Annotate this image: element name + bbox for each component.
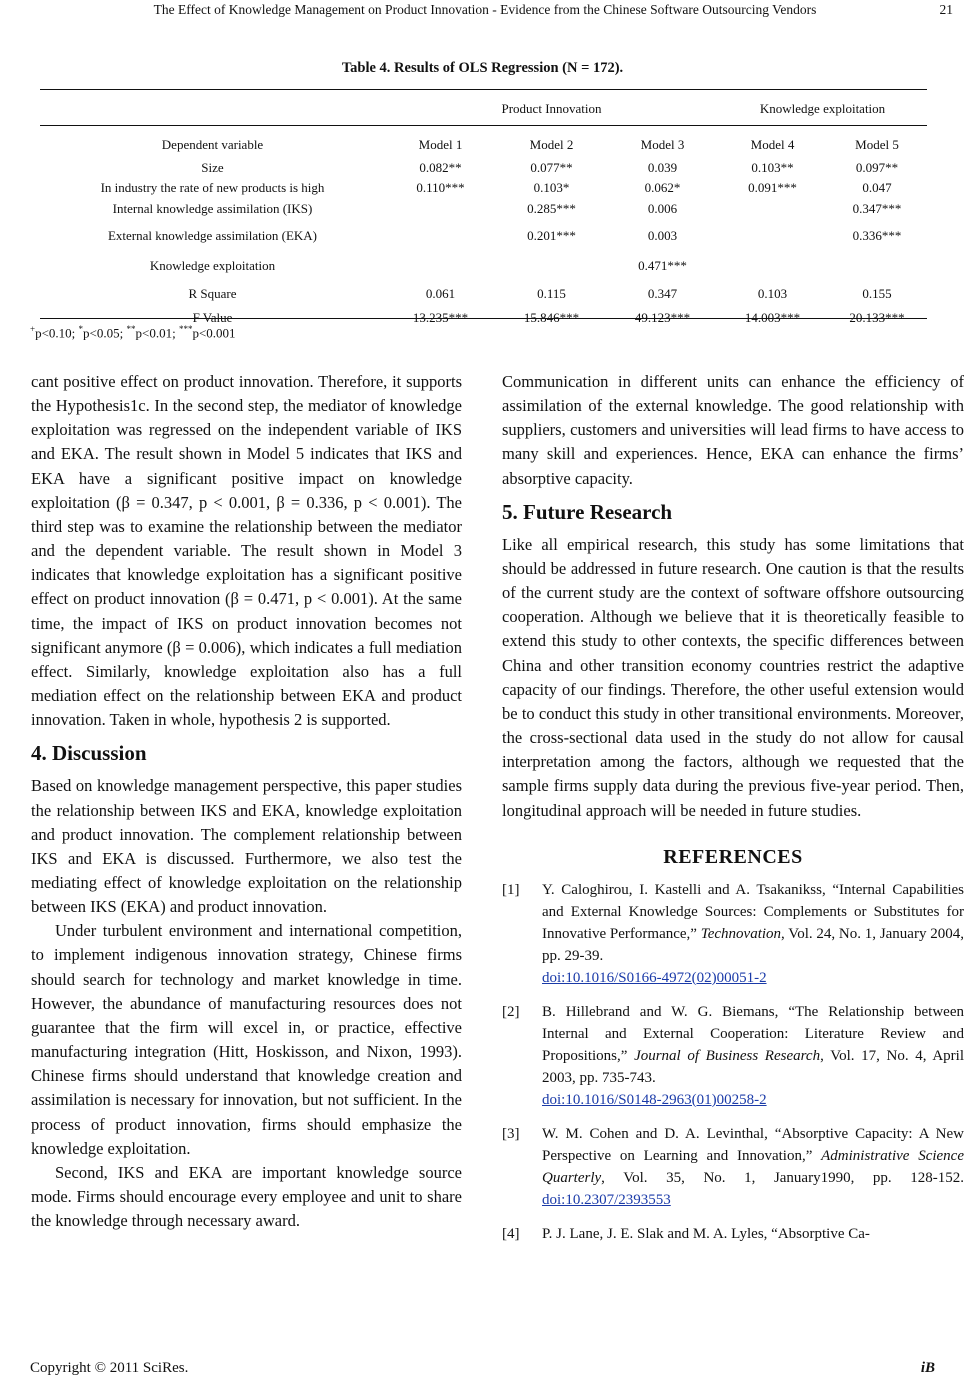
table-header-cell: Model 4 <box>750 136 795 152</box>
table-cell <box>827 252 927 280</box>
table-cell: F Value <box>192 310 233 325</box>
table-cell: 0.047 <box>862 180 892 195</box>
table-cell: 13.235*** <box>412 310 469 325</box>
page-footer <box>30 1360 935 1377</box>
doi-link[interactable]: doi:10.1016/S0148-2963(01)00258-2 <box>542 1091 767 1108</box>
table-row <box>40 220 927 252</box>
table-cell: Knowledge exploitation <box>149 258 276 273</box>
table-cell: 0.285*** <box>527 201 576 216</box>
table-cell: 0.062* <box>644 180 681 195</box>
table-header-cell: Model 5 <box>855 136 899 152</box>
paragraph: Like all empirical research, this study has some limitations that should be addressed in future research. One caution is that the results of the current study are the context of software offshore outsourcing cooperation. Although we believe that it is theoretically feasible to extend this study to other contexts, the specific differences between China and other transition economy countries restrict the adaptive capacity of our findings. Therefore, the other useful extension would be to conduct this study in other transitional environments. Moreover, the cross-sectional data used in the study do not allow for causal interpretation among the factors, although we requested that the sample firms supply data during the previous five-year period. Then, longitudinal approach will be needed in future studies. <box>502 534 964 820</box>
table-row <box>40 280 927 308</box>
table-header-cell: Model 1 <box>418 136 463 152</box>
table-cell: Internal knowledge assimilation (IKS) <box>112 201 313 216</box>
table-footnote: +p<0.10; *p<0.05; **p<0.01; ***p<0.001 <box>30 324 236 341</box>
section-heading-discussion: 4. Discussion <box>31 741 147 766</box>
paragraph: Under turbulent environment and international competition, to implement indigenous innovation strategy, Chinese firms should search for technology and market knowledge in time. However, the abundance of manufacturing resources does not guarantee that the firm will excel in, or practice, effective manufacturing integration (Hitt, Hoskisson, and Nixon, 1993). Chinese firms should understand that knowledge creation and assimilation is necessary for innovation, but not sufficient. In the process of product innovation, firms should emphasize the knowledge exploitation. <box>31 921 462 1158</box>
table-row <box>40 158 927 178</box>
table-cell: 0.103* <box>533 180 570 195</box>
table-cell: 0.077** <box>530 160 573 175</box>
references-heading: REFERENCES <box>663 845 803 868</box>
table-cell: 20.133*** <box>849 310 905 325</box>
table-cell <box>718 252 827 280</box>
table-cell: 0.097** <box>855 160 899 175</box>
group-header-product-innovation: Product Innovation <box>501 100 602 116</box>
table-cell: 0.091*** <box>748 180 797 195</box>
copyright-notice: Copyright © 2011 SciRes. <box>30 1360 189 1376</box>
table-cell: External knowledge assimilation (EKA) <box>107 228 318 243</box>
table-header-cell: Dependent variable <box>161 136 264 152</box>
reference-number: [1] <box>502 881 520 898</box>
table-cell: 15.846*** <box>523 310 580 325</box>
table-cell: 0.061 <box>425 286 456 301</box>
table-cell <box>385 252 496 280</box>
table-cell: 0.115 <box>537 286 566 301</box>
table-cell: 0.003 <box>647 228 678 243</box>
table-cell: 14.003*** <box>744 310 801 325</box>
table-cell: 0.471*** <box>638 258 687 273</box>
table-cell <box>385 198 496 220</box>
table-cell: 49.123*** <box>634 310 691 325</box>
table-row <box>40 198 927 220</box>
reference-number: [3] <box>502 1125 520 1142</box>
reference-number: [2] <box>502 1003 520 1020</box>
reference-item: [4] P. J. Lane, J. E. Slak and M. A. Lyles, “Absorptive Ca- <box>502 1223 964 1245</box>
left-text-column <box>31 370 462 1233</box>
paragraph: Based on knowledge management perspective, this paper studies the relationship between IKS and EKA, knowledge exploitation and product innovation. The complement relationship between IKS and EKA is discussed. Furthermore, we also test the mediating effect of knowledge exploitation on the relationship between IKS (EKA) and product innovation. <box>31 776 462 917</box>
table-row <box>40 178 927 198</box>
table-cell: 0.082** <box>419 160 462 175</box>
table-caption: Table 4. Results of OLS Regression (N = 172). <box>341 60 624 76</box>
paragraph: Communication in different units can enhance the efficiency of assimilation of the external knowledge. The good relationship with suppliers, customers and universities will lead firms to have access to many skill and experiences. Hence, EKA can enhance the firms’ absorptive capacity. <box>502 372 964 488</box>
table-group-header-row <box>40 92 927 125</box>
ols-results-table <box>40 92 927 328</box>
group-header-knowledge-exploitation: Knowledge exploitation <box>759 100 886 116</box>
table-cell: In industry the rate of new products is high <box>100 180 325 195</box>
right-text-column <box>502 370 964 1257</box>
table-cell: 0.347*** <box>852 201 902 216</box>
table-header-cell: Model 2 <box>529 136 574 152</box>
table-cell: 0.201*** <box>527 228 576 243</box>
reference-item: [1] Y. Caloghirou, I. Kastelli and A. Tsakanikss, “Internal Capabilities and External Knowledge Sources: Complements or Substitutes for Innovative Performance,” Technovation, Vol. 24, No. 1, January 2004, pp. 29-39. doi:10.1016/S0166-4972(02)00051-2 <box>502 879 964 989</box>
table-cell: 0.006 <box>647 201 678 216</box>
table-cell <box>718 198 827 220</box>
table-cell: Size <box>201 160 224 175</box>
reference-item: [2] B. Hillebrand and W. G. Biemans, “The Relationship between Internal and External Cooperation: Literature Review and Propositions,” Journal of Business Research, Vol. 17, No. 4, April 2003, pp. 735-743. doi:10.1016/S0148-2963(01)00258-2 <box>502 1001 964 1111</box>
table-cell: 0.039 <box>647 160 678 175</box>
table-cell <box>496 252 607 280</box>
reference-number: [4] <box>502 1225 520 1242</box>
running-head-title: The Effect of Knowledge Management on Product Innovation - Evidence from the Chinese Software Outsourcing Vendors <box>153 2 817 17</box>
doi-link[interactable]: doi:10.1016/S0166-4972(02)00051-2 <box>542 969 767 986</box>
journal-abbrev: iB <box>920 1360 935 1376</box>
table-cell: 0.103** <box>751 160 794 175</box>
table-row <box>40 252 927 280</box>
table-cell <box>718 220 827 252</box>
table-cell: 0.336*** <box>852 228 902 243</box>
table-header-cell: Model 3 <box>640 136 685 152</box>
page-number: 21 <box>939 2 953 17</box>
table-cell: 0.155 <box>862 286 892 301</box>
reference-item: [3] W. M. Cohen and D. A. Levinthal, “Absorptive Capacity: A New Perspective on Learning and Innovation,” Administrative Science Quarterly, Vol. 35, No. 1, January1990, pp. 128-152. doi:10.2307/2393553 <box>502 1123 964 1211</box>
table-top-rule <box>40 89 927 90</box>
paragraph: cant positive effect on product innovation. Therefore, it supports the Hypothesis1c. In the second step, the mediator of knowledge exploitation was regressed on the independent variable of IKS and EKA. The result shown in Model 5 indicates that IKS and EKA have a significant positive impact on knowledge exploitation (β = 0.347, p < 0.001, β = 0.336, p < 0.001). The third step was to examine the relationship between the mediator and the dependent variable. The result shown in Model 3 indicates that knowledge exploitation has a significant positive effect on product innovation (β = 0.471, p < 0.001). At the same time, the impact of IKS on product innovation becomes not significant anymore (β = 0.006), which indicates a full mediation effect. Similarly, knowledge exploitation also has a full mediation effect on the relationship between EKA and product innovation. Taken in whole, hypothesis 2 is supported. <box>31 372 462 730</box>
table-cell <box>385 220 496 252</box>
section-heading-future-research: 5. Future Research <box>502 499 673 524</box>
doi-link[interactable]: doi:10.2307/2393553 <box>542 1191 671 1208</box>
table-cell: R Square <box>188 286 237 301</box>
table-header-row <box>40 131 927 158</box>
table-cell: 0.347 <box>647 286 678 301</box>
table-cell: 0.110*** <box>416 180 465 195</box>
paragraph: Second, IKS and EKA are important knowledge source mode. Firms should encourage every employee and unit to share the knowledge through necessary award. <box>31 1162 462 1231</box>
table-cell: 0.103 <box>757 286 788 301</box>
